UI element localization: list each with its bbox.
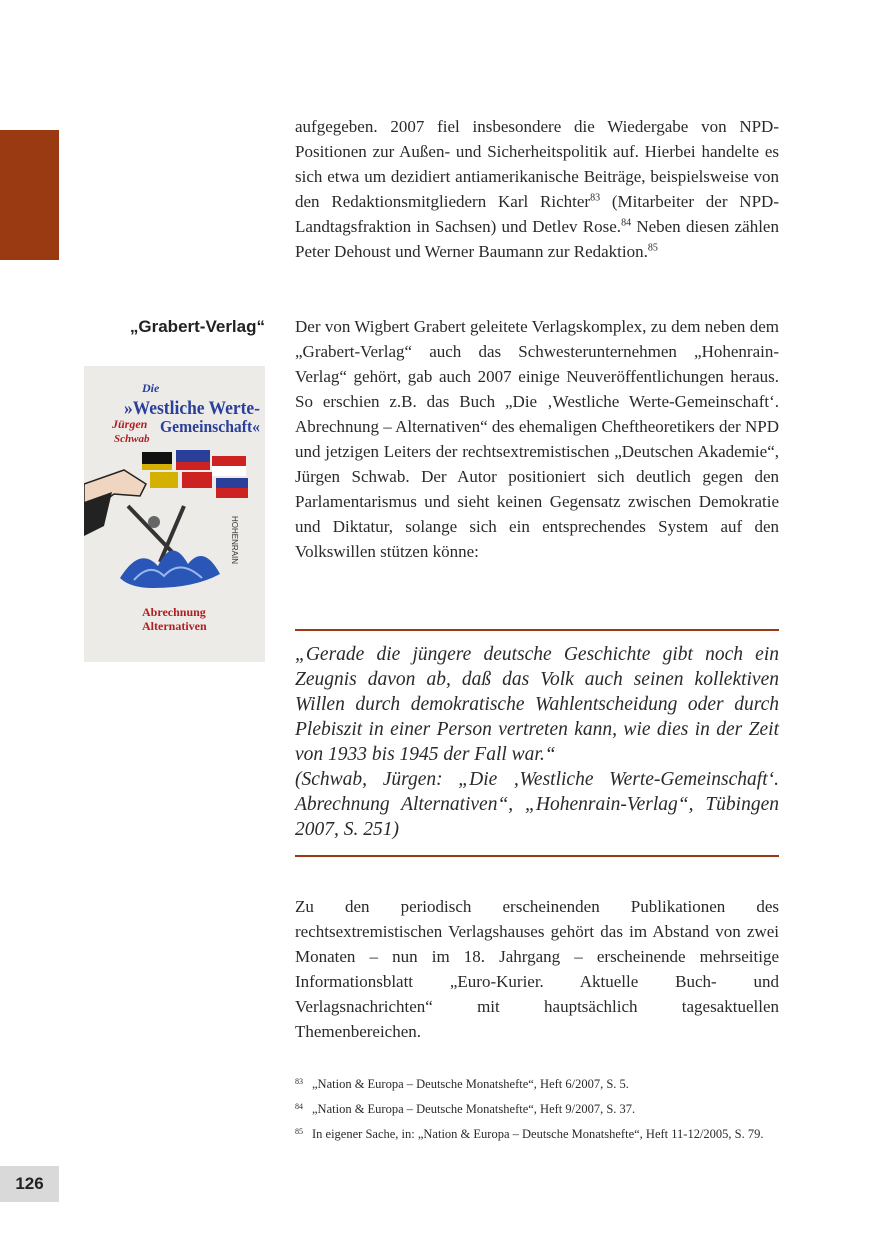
section-heading: „Grabert-Verlag“ [129, 317, 265, 336]
footnote-number: 84 [295, 1102, 303, 1111]
footnote-ref-83[interactable]: 83 [590, 192, 601, 204]
footnote-83 [295, 1075, 779, 1093]
quote-text: „Gerade die jüngere deutsche Geschichte gibt noch ein Zeugnis davon ab, daß das Volk auch seinen kollektiven Willen durch demokratische Wahlentscheidung oder durch Plebiszit in einer Person vertreten kann, wie dies in der Zeit von 1933 bis 1945 der Fall war.“ [295, 644, 779, 765]
book-cover-title-line1: »Westliche Werte- [124, 398, 260, 419]
footnote-ref-84[interactable]: 84 [621, 217, 632, 229]
quote-source: (Schwab, Jürgen: „Die ‚Westliche Werte-Gemeinschaft‘. Abrechnung Alternativen“, „Hohenrain-Verlag“, Tübingen 2007, S. 251) [295, 769, 779, 840]
book-cover-author-last: Schwab [114, 433, 150, 445]
footnote-number: 85 [295, 1127, 303, 1136]
section-body-paragraph: Der von Wigbert Grabert geleitete Verlagskomplex, zu dem neben dem „Grabert-Verlag“ auch das Schwesterunternehmen „Hohenrain-Verlag“ gehört, gab auch 2007 einige Neuveröffentlichungen heraus. So erschien z.B. das Buch „Die ‚Westliche Werte-Gemeinschaft‘. Abrechnung – Alternativen“ des ehemaligen Cheftheoretikers der NPD und jetzigen Leiters der rechtsextremistischen „Deutschen Akademie“, Jürgen Schwab. Der Autor positioniert sich deutlich gegen den Parlamentarismus und sieht keinen Gegensatz zwischen Demokratie und Diktatur, solange sich ein entsprechendes System auf den Volkswillen stützen könne: [295, 317, 779, 561]
footnote-ref-85[interactable]: 85 [647, 242, 658, 254]
footnote-85 [295, 1125, 779, 1143]
footnote-text: In eigener Sache, in: „Nation & Europa – Deutsche Monatshefte“, Heft 11-12/2005, S. 79. [312, 1127, 764, 1141]
page-number: 126 [0, 1166, 59, 1202]
footnotes [295, 1075, 779, 1150]
book-cover-publisher: HOHENRAIN [230, 516, 239, 565]
footnote-text: „Nation & Europa – Deutsche Monatshefte“, Heft 6/2007, S. 5. [312, 1077, 629, 1091]
book-cover-small-title: Die [142, 381, 160, 395]
footnote-number: 83 [295, 1077, 303, 1086]
book-cover-image [84, 366, 265, 662]
closing-paragraph: Zu den periodisch erscheinenden Publikationen des rechtsextremistischen Verlagshauses gehört das im Abstand von zwei Monaten – nun im 18. Jahrgang – erscheinende mehrseitige Informationsblatt „Euro-Kurier. Aktuelle Buch- und Verlagsnachrichten“ mit hauptsächlich tagesaktuellen Themenbereichen. [295, 897, 779, 1041]
book-cover-author-first: Jürgen [112, 417, 148, 431]
book-cover-title-line2: Gemeinschaft« [160, 417, 260, 436]
footnote-text: „Nation & Europa – Deutsche Monatshefte“, Heft 9/2007, S. 37. [312, 1102, 636, 1116]
book-cover-subtitle-line2: Alternativen [142, 619, 207, 633]
footnote-84 [295, 1100, 779, 1118]
intro-paragraph: aufgegeben. 2007 fiel insbesondere die Wiedergabe von NPD-Positionen zur Außen- und Sicherheitspolitik auf. Hierbei handelte es sich etwa um dezidiert antiamerikanische Beiträge, beispielsweise von den Redaktionsmitgliedern Karl Richter$^{83}$ (Mitarbeiter der NPD-Landtagsfraktion in Sachsen) und Detlev Rose.$^{84}$ Neben diesen zählen Peter Dehoust und Werner Baumann zur Redaktion.$^{85}$ [295, 117, 779, 261]
chapter-tab-marker [0, 130, 59, 260]
book-cover-subtitle-line1: Abrechnung [142, 605, 206, 619]
quote-block [295, 629, 779, 857]
